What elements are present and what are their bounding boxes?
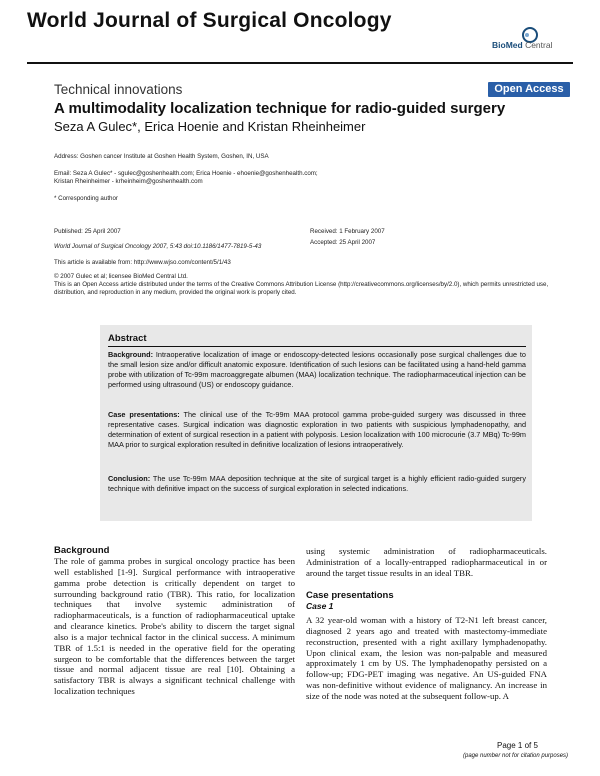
abstract-case-presentations: Case presentations: The clinical use of the Tc-99m MAA protocol gamma probe-guided surgery was discussed in three representative cases. Surgical indication was diagnostic exploration in two patients with suspicious lymphadenopathy, and determination of extent of surgical resection in a patient with polyposis. Lesion localization with 100 microcurie (3.7 MBq) Tc-99m MAA prior to surgical exploration resulted in definitive localization of lesions intraoperatively. [108,410,526,450]
abstract-heading: Abstract [108,333,147,344]
author-emails: Email: Seza A Gulec* - sgulec@goshenhealth.com; Erica Hoenie - ehoenie@goshenhealth.com; Kristan Rheinheimer - krheinheim@goshenhealth.com [54,170,318,186]
background-text: The role of gamma probes in surgical oncology practice has been well established [1-9]. Surgical performance with intraoperative gamma probe detection is critically dependent on target to surrounding background ratio (TBR). This ratio, for localization techniques that involve systemic administration of radiopharmaceuticals, is a function of radiopharmaceutical uptake and clearance kinetics. Probe's ability to discern the target signal also is a major technical factor in the clinical success. A minimum TBR of 1.5:1 is needed in the operative field for the operating surgeon to be comfortable that the differences between the target tissue and normal adjacent tissue are real [10]. Obtaining a satisfactory TBR is always a significant technical challenge with localization techniques [54,556,295,697]
abstract-background: Background: Intraoperative localization of image or endoscopy-detected lesions occasionally pose surgical challenges due to the small lesion size and/or difficult anatomic exposure. Identification of such lesions can be facilitated using a hand-held gamma probe with utilization of Tc-99m macroaggregate albumen (MAA) localization technique. The radiopharmaceutical injection can be performed using ultrasound (US) or endoscopy guidance. [108,350,526,390]
case-presentations-heading: Case presentations [306,590,394,601]
citation: World Journal of Surgical Oncology 2007, 5:43 doi:10.1186/1477-7819-5-43 [54,243,262,250]
author-address: Address: Goshen cancer Institute at Goshen Health System, Goshen, IN, USA [54,153,269,160]
corresponding-note: * Corresponding author [54,195,118,202]
case-1-text: A 32 year-old woman with a history of T2-N1 left breast cancer, diagnosed 2 years ago and treated with mastectomy-immediate reconstruction, presented with a right axillary lymphadenopathy. Upon clinical exam, the lesion was non-palpable and measured approximately 1 cm by US. The lymphadenopathy persisted on a follow-up; FDG-PET imaging was negative. An US-guided FNA was non-definitive without evidence of malignancy. An increase in size of the node was noted at the subsequent follow-up. A [306,615,547,701]
article-url: This article is available from: http://www.wjso.com/content/5/1/43 [54,259,231,266]
open-access-badge: Open Access [488,82,570,97]
header-rule [27,62,573,64]
journal-title: World Journal of Surgical Oncology [27,9,392,32]
page-number-note: (page number not for citation purposes) [463,753,569,759]
abstract-conclusion: Conclusion: The use Tc-99m MAA deposition technique at the site of surgical target is a highly efficient radio-guided surgery technique with definitive impact on the success of surgical exploration in selected indications. [108,474,526,494]
article-section: Technical innovations [54,82,183,97]
received-date: Received: 1 February 2007 [310,228,385,235]
page-number: Page 1 of 5 [497,741,538,750]
published-date: Published: 25 April 2007 [54,228,121,235]
article-title: A multimodality localization technique for radio-guided surgery [54,100,506,117]
biomed-central-wordmark: BioMed Central [492,40,553,50]
accepted-date: Accepted: 25 April 2007 [310,239,376,246]
right-column-intro: using systemic administration of radiopharmaceuticals. Administration of a locally-entrapped radiopharmaceutical in or around the target tissue results in an ideal TBR. [306,546,547,578]
copyright: © 2007 Gulec et al; licensee BioMed Central Ltd. [54,273,188,280]
case-1-heading: Case 1 [306,601,334,611]
abstract-rule [108,346,526,347]
background-heading: Background [54,545,110,556]
license-text: This is an Open Access article distributed under the terms of the Creative Commons Attribution License (http://creativecommons.org/licenses/by/2.0), which permits unrestricted use, distribution, and reproduction in any medium, provided the original work is properly cited. [54,281,549,297]
article-authors: Seza A Gulec*, Erica Hoenie and Kristan Rheinheimer [54,119,366,134]
